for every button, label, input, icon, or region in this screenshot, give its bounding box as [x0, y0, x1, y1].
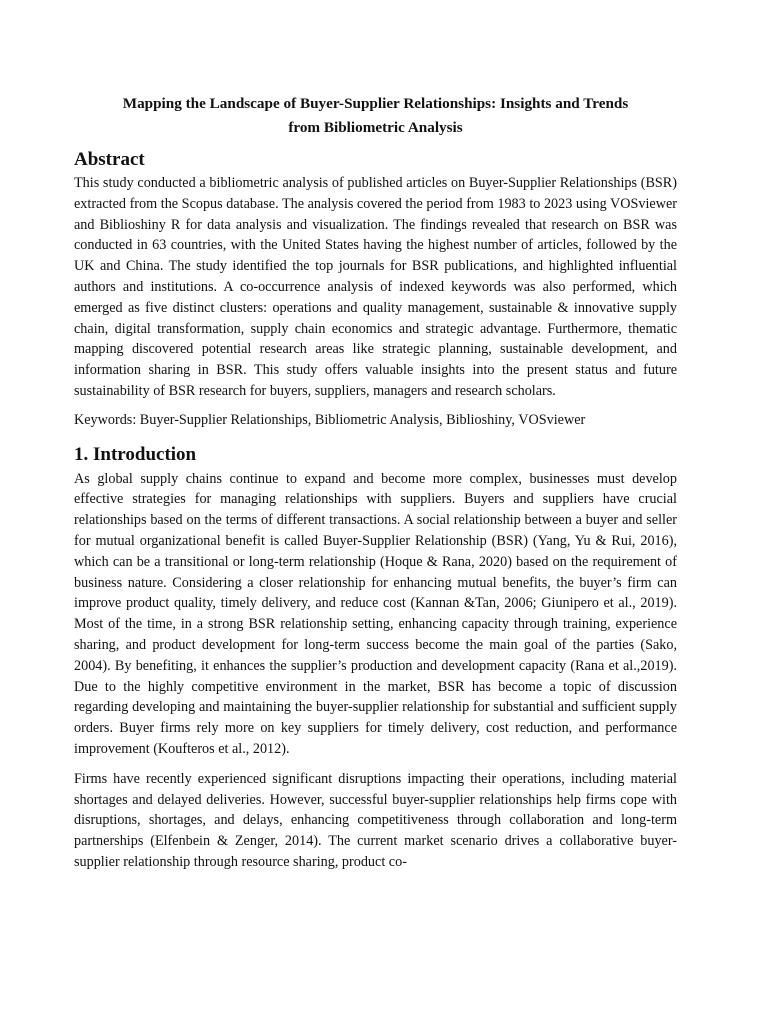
keywords-line: Keywords: Buyer-Supplier Relationships, Bibliometric Analysis, Biblioshiny, VOSviewer	[74, 411, 586, 428]
paper-title	[74, 92, 677, 140]
paper-title-line-1: Mapping the Landscape of Buyer-Supplier Relationships: Insights and Trends	[122, 95, 629, 112]
introduction-paragraph-1: As global supply chains continue to expand and become more complex, businesses must develop effective strategies for managing relationships with suppliers. Buyers and suppliers have crucial relationships based on the terms of different transactions. A social relationship between a buyer and seller for mutual organizational benefit is called Buyer-Supplier Relationship (BSR) (Yang, Yu & Rui, 2016), which can be a transitional or long-term relationship (Hoque & Rana, 2020) based on the requirement of business nature. Considering a closer relationship for enhancing mutual benefits, the buyer’s firm can improve product quality, timely delivery, and reduce cost (Kannan &Tan, 2006; Giunipero et al., 2019). Most of the time, in a strong BSR relationship setting, enhancing capacity through training, experience sharing, and product development for long-term success become the main goal of the parties (Sako, 2004). By benefiting, it enhances the supplier’s production and development capacity (Rana et al.,2019). Due to the highly competitive environment in the market, BSR has become a topic of discussion regarding developing and maintaining the buyer-supplier relationship for substantial and sufficient supply orders. Buyer firms rely more on key suppliers for timely delivery, cost reduction, and performance improvement (Koufteros et al., 2012).	[74, 470, 677, 757]
abstract-heading: Abstract	[74, 149, 145, 170]
paper-page	[74, 92, 677, 873]
introduction-paragraph-2: Firms have recently experienced significant disruptions impacting their operations, including material shortages and delayed deliveries. However, successful buyer-supplier relationships help firms cope with disruptions, shortages, and delays, enhancing competitiveness through collaboration and long-term partnerships (Elfenbein & Zenger, 2014). The current market scenario drives a collaborative buyer-supplier relationship through resource sharing, product co-	[74, 770, 677, 870]
abstract-text: This study conducted a bibliometric analysis of published articles on Buyer-Supplier Relationships (BSR) extracted from the Scopus database. The analysis covered the period from 1983 to 2023 using VOSviewer and Biblioshiny R for data analysis and visualization. The findings revealed that research on BSR was conducted in 63 countries, with the United States having the highest number of articles, followed by the UK and China. The study identified the top journals for BSR publications, and highlighted influential authors and institutions. A co-occurrence analysis of indexed keywords was also performed, which emerged as five distinct clusters: operations and quality management, sustainable & innovative supply chain, digital transformation, supply chain economics and strategic advantage. Furthermore, thematic mapping discovered potential research areas like strategic planning, sustainable development, and information sharing in BSR. This study offers valuable insights into the present status and future sustainability of BSR research for buyers, suppliers, managers and research scholars.	[74, 175, 677, 399]
paper-title-line-2: from Bibliometric Analysis	[288, 119, 463, 136]
introduction-heading: 1. Introduction	[74, 443, 197, 465]
